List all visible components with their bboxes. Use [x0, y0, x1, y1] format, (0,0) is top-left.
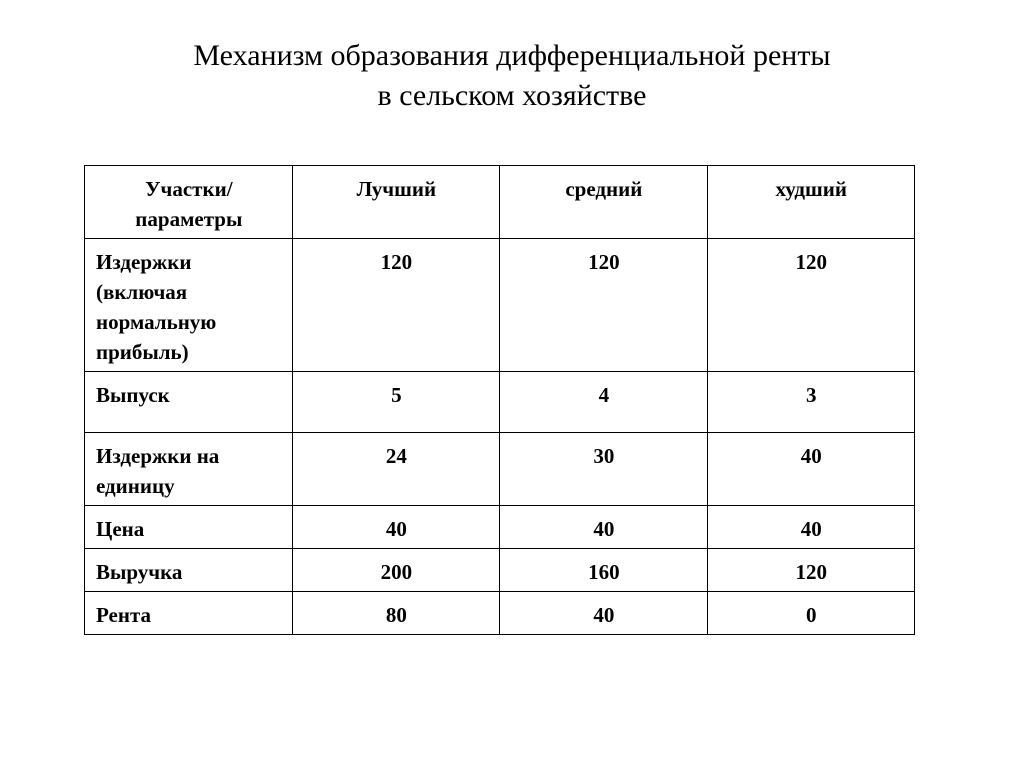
cell-output-medium: 4	[500, 372, 707, 433]
cell-rent-medium: 40	[500, 592, 707, 635]
table-row-revenue	[85, 549, 915, 592]
row-label-line: Выручка	[96, 560, 183, 584]
cell-costs-best: 120	[292, 239, 499, 372]
table-header-row	[85, 166, 915, 239]
row-label-price	[85, 506, 293, 549]
rent-table	[84, 165, 915, 635]
row-label-line: Издержки на	[96, 444, 220, 468]
cell-revenue-worst: 120	[707, 549, 914, 592]
cell-output-best: 5	[292, 372, 499, 433]
header-cell-worst: худший	[707, 166, 914, 239]
header-cell-row-label	[85, 166, 293, 239]
row-label-line: Выпуск	[96, 383, 170, 407]
cell-rent-worst: 0	[707, 592, 914, 635]
cell-costs-worst: 120	[707, 239, 914, 372]
cell-price-best: 40	[292, 506, 499, 549]
table-row-costs	[85, 239, 915, 372]
slide-title-line-2: в сельском хозяйстве	[377, 79, 647, 112]
header-cell-best: Лучший	[292, 166, 499, 239]
cell-price-medium: 40	[500, 506, 707, 549]
row-label-revenue	[85, 549, 293, 592]
table-row-rent	[85, 592, 915, 635]
row-label-line: Цена	[96, 517, 145, 541]
cell-unit-cost-best: 24	[292, 433, 499, 506]
table-row-output	[85, 372, 915, 433]
header-cell-medium: средний	[500, 166, 707, 239]
cell-rent-best: 80	[292, 592, 499, 635]
row-label-output	[85, 372, 293, 433]
cell-revenue-best: 200	[292, 549, 499, 592]
row-label-unit-cost	[85, 433, 293, 506]
row-label-line: Рента	[96, 603, 152, 627]
row-label-line: нормальную	[96, 310, 217, 334]
cell-output-worst: 3	[707, 372, 914, 433]
cell-revenue-medium: 160	[500, 549, 707, 592]
row-label-costs	[85, 239, 293, 372]
row-label-rent	[85, 592, 293, 635]
header-row-label-line-1: Участки/	[145, 177, 233, 201]
cell-price-worst: 40	[707, 506, 914, 549]
cell-unit-cost-worst: 40	[707, 433, 914, 506]
row-label-line: (включая	[96, 280, 188, 304]
row-label-line: единицу	[96, 474, 175, 498]
cell-costs-medium: 120	[500, 239, 707, 372]
slide-title-line-1: Механизм образования дифференциальной ренты	[193, 39, 831, 72]
table-row-price	[85, 506, 915, 549]
row-label-line: прибыль)	[96, 340, 189, 364]
header-row-label-line-2: параметры	[135, 207, 243, 231]
row-label-line: Издержки	[96, 250, 192, 274]
table-row-unit-cost	[85, 433, 915, 506]
cell-unit-cost-medium: 30	[500, 433, 707, 506]
slide-title	[0, 36, 1024, 116]
